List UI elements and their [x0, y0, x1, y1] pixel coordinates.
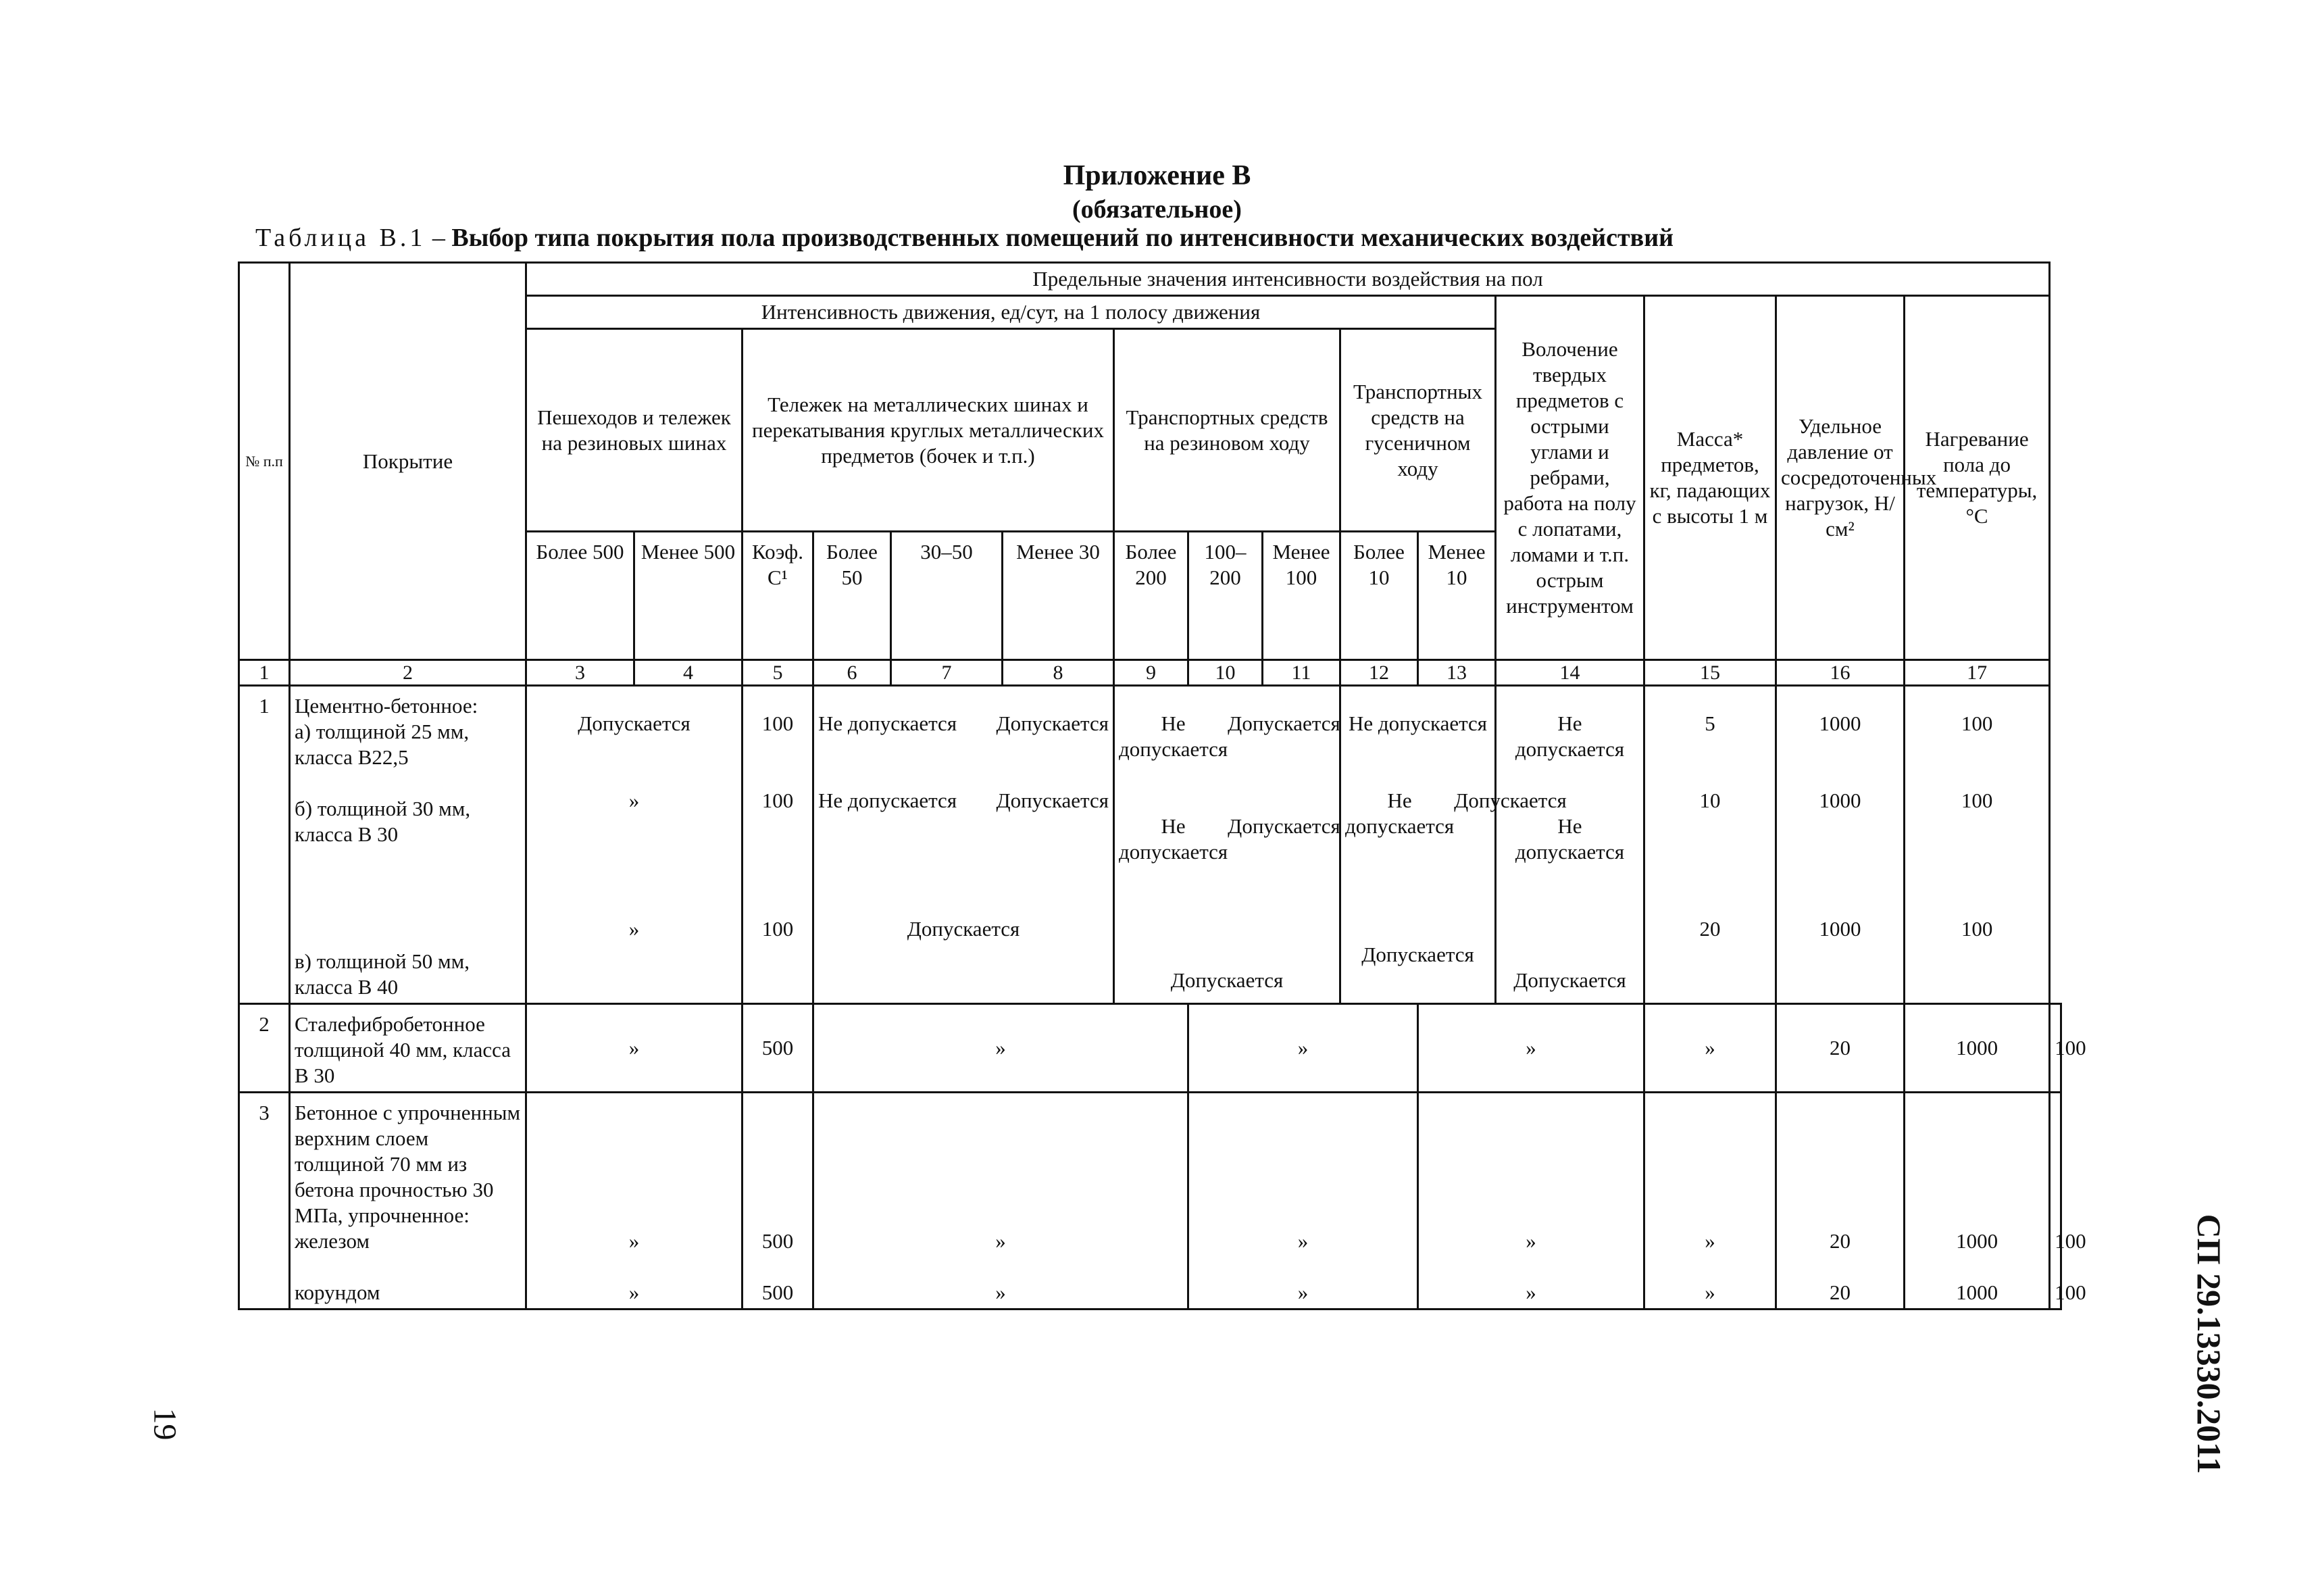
- traffic-group-header: Интенсивность движения, ед/сут, на 1 полосу движения: [526, 296, 1496, 329]
- value: Не допускается: [1515, 814, 1625, 864]
- tracked-transport-header: Транспортных средств на гусеничном ходу: [1340, 329, 1496, 532]
- appendix-title: Приложение В: [1063, 160, 1251, 191]
- cover-variant: б) толщиной 30 мм, класса В 30: [295, 797, 471, 846]
- value: [1119, 814, 1340, 865]
- value: 100: [2055, 1229, 2086, 1253]
- value: 1000: [1905, 1004, 2050, 1093]
- value-yes: Допускается: [996, 712, 1109, 735]
- col-num: 10: [1188, 660, 1263, 686]
- trk-more-10: Более 10: [1340, 532, 1418, 660]
- value: 20: [1830, 1280, 1851, 1304]
- pressure-cell: [1776, 686, 1905, 1004]
- row-number: 1: [239, 686, 290, 1004]
- rub-100-200: 100–200: [1188, 532, 1263, 660]
- cover-cell: [290, 686, 526, 1004]
- value: 500: [761, 1229, 794, 1253]
- cover-name: Цементно-бетонное:: [295, 694, 478, 718]
- value: »: [1418, 1004, 1644, 1093]
- value-no: Не допускается: [1119, 814, 1228, 864]
- col-num: 6: [813, 660, 891, 686]
- pressure-cell: [1905, 1093, 2050, 1310]
- heat-cell: [2050, 1093, 2086, 1310]
- value: »: [813, 1004, 1188, 1093]
- ped-cell: [526, 686, 743, 1004]
- col-num: 4: [634, 660, 743, 686]
- value: 100: [761, 917, 794, 941]
- carts-header: Тележек на металлических шинах и перекатывания круглых металлических предметов (бочек и т.п.): [743, 329, 1114, 532]
- col-num: 9: [1114, 660, 1188, 686]
- col-num: 3: [526, 660, 634, 686]
- value-yes: Допускается: [1454, 789, 1567, 812]
- col-num: 13: [1418, 660, 1496, 686]
- value: »: [995, 1229, 1006, 1253]
- col-num: 5: [743, 660, 813, 686]
- value: »: [628, 789, 640, 812]
- cart-30-50: 30–50: [891, 532, 1003, 660]
- value: 100: [1961, 917, 1993, 941]
- coef-cell: [743, 686, 813, 1004]
- value: 100: [761, 712, 794, 735]
- cover-name: Бетонное с упрочненным верхним слоем толщиной 70 мм из бетона прочностью 30 МПа, упрочненное:: [295, 1101, 521, 1227]
- dragging-header: Волочение твердых предметов с острыми углами и ребрами, работа на полу с лопатами, ломами и т.п. острым инструментом: [1496, 296, 1644, 660]
- value: »: [1705, 1229, 1715, 1253]
- col-number-header: № п.п: [239, 263, 290, 660]
- value: »: [628, 917, 640, 941]
- mass-header: Масса* предметов, кг, падающих с высоты 1 м: [1644, 296, 1776, 660]
- value: 1000: [1819, 917, 1861, 941]
- value: Допускается: [1170, 968, 1284, 992]
- value-no: Не допускается: [1119, 712, 1228, 761]
- col-num: 2: [290, 660, 526, 686]
- value: 100: [2055, 1280, 2086, 1304]
- value: Допускается: [907, 917, 1020, 941]
- value: [1345, 788, 1567, 839]
- col-num: 14: [1496, 660, 1644, 686]
- drag-cell: [1496, 686, 1644, 1004]
- value: [818, 788, 1109, 814]
- value: 100: [2050, 1004, 2061, 1093]
- rub-more-200: Более 200: [1114, 532, 1188, 660]
- value: [818, 711, 1109, 737]
- rub-cell: [1188, 1093, 1418, 1310]
- ped-more-500: Более 500: [526, 532, 634, 660]
- value: 500: [761, 1280, 794, 1304]
- cart-cell: [813, 686, 1114, 1004]
- value: »: [1526, 1229, 1536, 1253]
- value: 5: [1705, 712, 1715, 735]
- cart-more-50: Более 50: [813, 532, 891, 660]
- value: Допускается: [578, 712, 690, 735]
- table-row: [239, 1004, 2061, 1093]
- trk-cell: [1340, 686, 1567, 1004]
- mass-cell: [1644, 686, 1776, 1004]
- col-num: 15: [1644, 660, 1776, 686]
- row-number: 2: [239, 1004, 290, 1093]
- value: 20: [1699, 917, 1721, 941]
- col-cover-header: Покрытие: [290, 263, 526, 660]
- value: [1119, 711, 1340, 762]
- value: 1000: [1819, 789, 1861, 812]
- ped-cell: [526, 1093, 743, 1310]
- table-row: [239, 1093, 2061, 1310]
- value-yes: Допускается: [1228, 712, 1340, 735]
- value: »: [526, 1004, 743, 1093]
- trk-cell: [1418, 1093, 1644, 1310]
- cover-name: Сталефибробетонное толщиной 40 мм, класса В 30: [290, 1004, 526, 1093]
- col-num: 17: [1905, 660, 2050, 686]
- caption-label: Таблица В.1: [255, 224, 426, 252]
- cover-cell: [290, 1093, 526, 1310]
- rubber-transport-header: Транспортных средств на резиновом ходу: [1114, 329, 1340, 532]
- limits-group-header: Предельные значения интенсивности воздействия на пол: [526, 263, 2050, 296]
- value: »: [1705, 1280, 1715, 1304]
- value: Не допускается: [1515, 712, 1625, 761]
- drag-cell: [1644, 1093, 1776, 1310]
- appendix-status: (обязательное): [1072, 195, 1242, 224]
- value-no: Не допускается: [818, 712, 957, 735]
- cart-cell: [813, 1093, 1188, 1310]
- value: 10: [1699, 789, 1721, 812]
- mass-cell: [1776, 1093, 1905, 1310]
- pressure-header: Удельное давление от сосредоточенных нагрузок, Н/см²: [1776, 296, 1905, 660]
- cover-variant: в) толщиной 50 мм, класса В 40: [295, 949, 470, 999]
- value-yes: Допускается: [1228, 814, 1340, 838]
- col-num: 8: [1003, 660, 1114, 686]
- value: »: [1297, 1280, 1309, 1304]
- heating-header: Нагревание пола до температуры, °С: [1905, 296, 2050, 660]
- value: »: [628, 1280, 640, 1304]
- value: »: [1526, 1280, 1536, 1304]
- value: 100: [761, 789, 794, 812]
- col-num: 7: [891, 660, 1003, 686]
- value: 20: [1776, 1004, 1905, 1093]
- value: »: [628, 1229, 640, 1253]
- value-no: Не допускается: [1345, 789, 1455, 838]
- page-number: 19: [147, 1407, 183, 1441]
- value: »: [995, 1280, 1006, 1304]
- row-number: 3: [239, 1093, 290, 1310]
- value: Не допускается: [1348, 712, 1488, 735]
- rub-cell: [1114, 686, 1340, 1004]
- col-num: 11: [1263, 660, 1340, 686]
- trk-less-10: Менее 10: [1418, 532, 1496, 660]
- column-number-row: [239, 660, 2061, 686]
- value: 1000: [1956, 1229, 1998, 1253]
- cart-coef-c: Коэф. С¹: [743, 532, 813, 660]
- pedestrians-header: Пешеходов и тележек на резиновых шинах: [526, 329, 743, 532]
- col-num: 16: [1776, 660, 1905, 686]
- coef-cell: [743, 1093, 813, 1310]
- value: 1000: [1956, 1280, 1998, 1304]
- value: 100: [1961, 712, 1993, 735]
- value-no: Не допускается: [818, 789, 957, 812]
- cover-variant: железом: [295, 1229, 370, 1253]
- cover-variant: а) толщиной 25 мм, класса В22,5: [295, 720, 470, 769]
- heat-cell: [1905, 686, 2050, 1004]
- caption-dash: –: [426, 224, 452, 252]
- ped-less-500: Менее 500: [634, 532, 743, 660]
- floor-cover-table: [238, 261, 2086, 1310]
- cart-less-30: Менее 30: [1003, 532, 1114, 660]
- value: 100: [1961, 789, 1993, 812]
- value: Допускается: [1361, 943, 1474, 966]
- value: 20: [1830, 1229, 1851, 1253]
- document-code: СП 29.13330.2011: [2190, 1214, 2228, 1474]
- col-num: 1: [239, 660, 290, 686]
- value: Допускается: [1513, 968, 1626, 992]
- value: »: [1188, 1004, 1418, 1093]
- value: 1000: [1819, 712, 1861, 735]
- value-yes: Допускается: [996, 789, 1109, 812]
- value: »: [1297, 1229, 1309, 1253]
- rub-less-100: Менее 100: [1263, 532, 1340, 660]
- value: 500: [743, 1004, 813, 1093]
- col-num: 12: [1340, 660, 1418, 686]
- cover-variant: корундом: [295, 1280, 380, 1304]
- table-caption: [255, 223, 1674, 253]
- value: »: [1644, 1004, 1776, 1093]
- table-row: [239, 686, 2061, 1004]
- caption-title: Выбор типа покрытия пола производственных помещений по интенсивности механических воздействий: [451, 224, 1674, 252]
